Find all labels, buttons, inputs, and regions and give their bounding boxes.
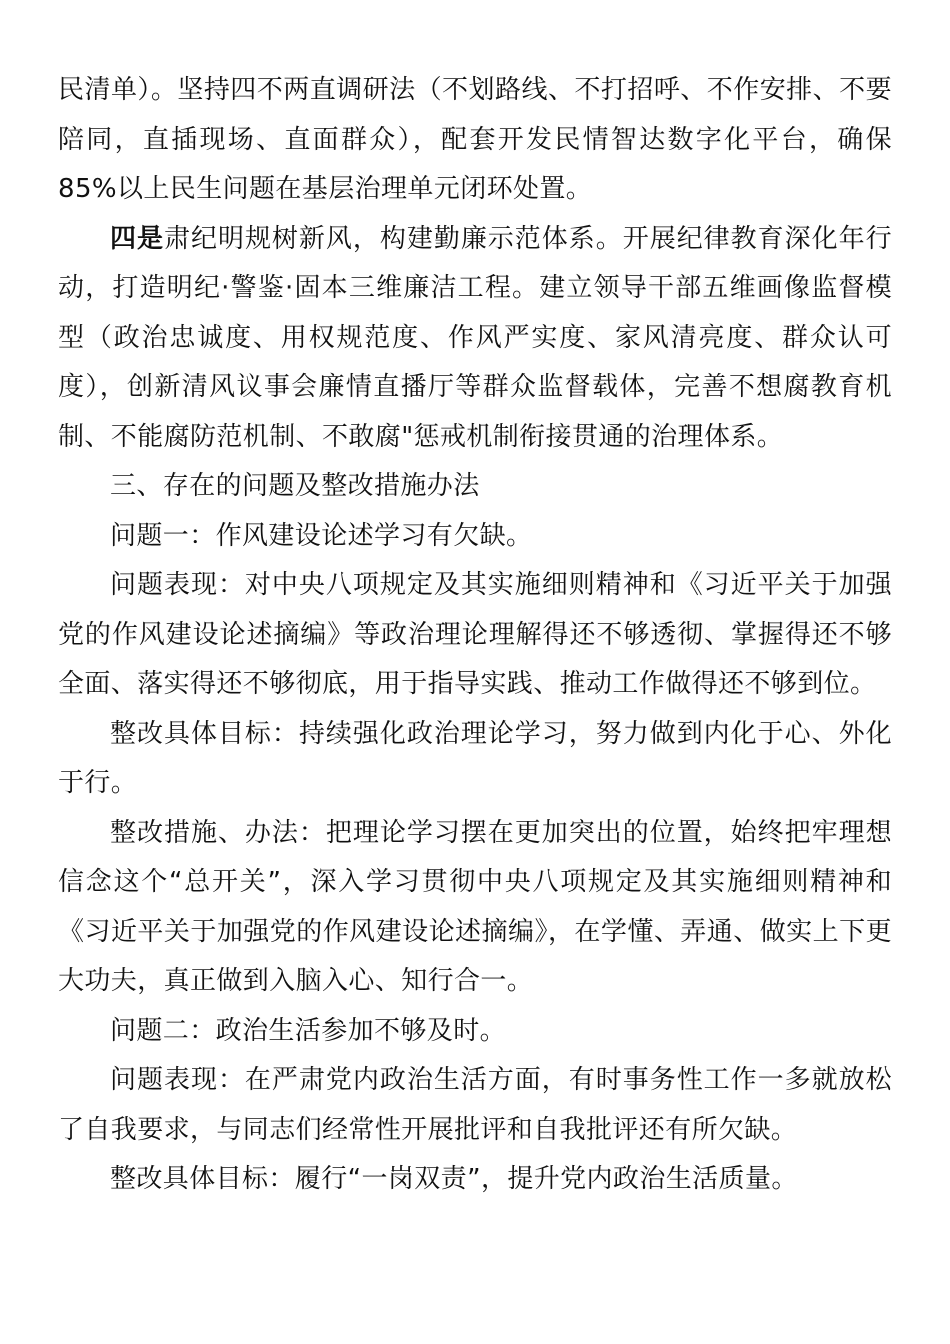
problem-one-manifestation: 问题表现：对中央八项规定及其实施细则精神和《习近平关于加强党的作风建设论述摘编》等政治理论理解得还不够透彻、掌握得还不够全面、落实得还不够彻底，用于指导实践、推动工作做得还不够到位。 — [58, 570, 892, 699]
paragraph-body-text: 肃纪明规树新风，构建勤廉示范体系。开展纪律教育深化年行动，打造明纪·警鉴·固本三维廉洁工程。建立领导干部五维画像监督模型（政治忠诚度、用权规范度、作风严实度、家风清亮度、群众认可度），创新清风议事会廉情直播厅等群众监督载体，完善不想腐教育机制、不能腐防范机制、不敢腐"惩戒机制衔接贯通的治理体系。 — [58, 223, 892, 452]
section-heading: 三、存在的问题及整改措施办法 — [110, 471, 480, 501]
problem-one-title: 问题一：作风建设论述学习有欠缺。 — [110, 520, 533, 551]
problem-one-measures: 整改措施、办法：把理论学习摆在更加突出的位置，始终把牢理想信念这个“总开关”，深入学习贯彻中央八项规定及其实施细则精神和《习近平关于加强党的作风建设论述摘编》，在学懂、弄通、做实上下更大功夫，真正做到入脑入心、知行合一。 — [58, 817, 892, 996]
document-body — [58, 66, 892, 1205]
problem-one-target: 整改具体目标：持续强化政治理论学习，努力做到内化于心、外化于行。 — [58, 718, 892, 798]
problem-two-manifestation: 问题表现：在严肃党内政治生活方面，有时事务性工作一多就放松了自我要求，与同志们经常性开展批评和自我批评还有所欠缺。 — [58, 1065, 892, 1145]
problem-two-target: 整改具体目标：履行“一岗双责”，提升党内政治生活质量。 — [110, 1164, 798, 1194]
paragraph-point-four — [58, 215, 892, 463]
paragraph-lead-bold: 四是 — [110, 223, 164, 254]
paragraph-continuation: 民清单）。坚持四不两直调研法（不划路线、不打招呼、不作安排、不要陪同，直插现场、直面群众），配套开发民情智达数字化平台，确保85%以上民生问题在基层治理单元闭环处置。 — [58, 75, 892, 204]
problem-two-title: 问题二：政治生活参加不够及时。 — [110, 1015, 507, 1046]
